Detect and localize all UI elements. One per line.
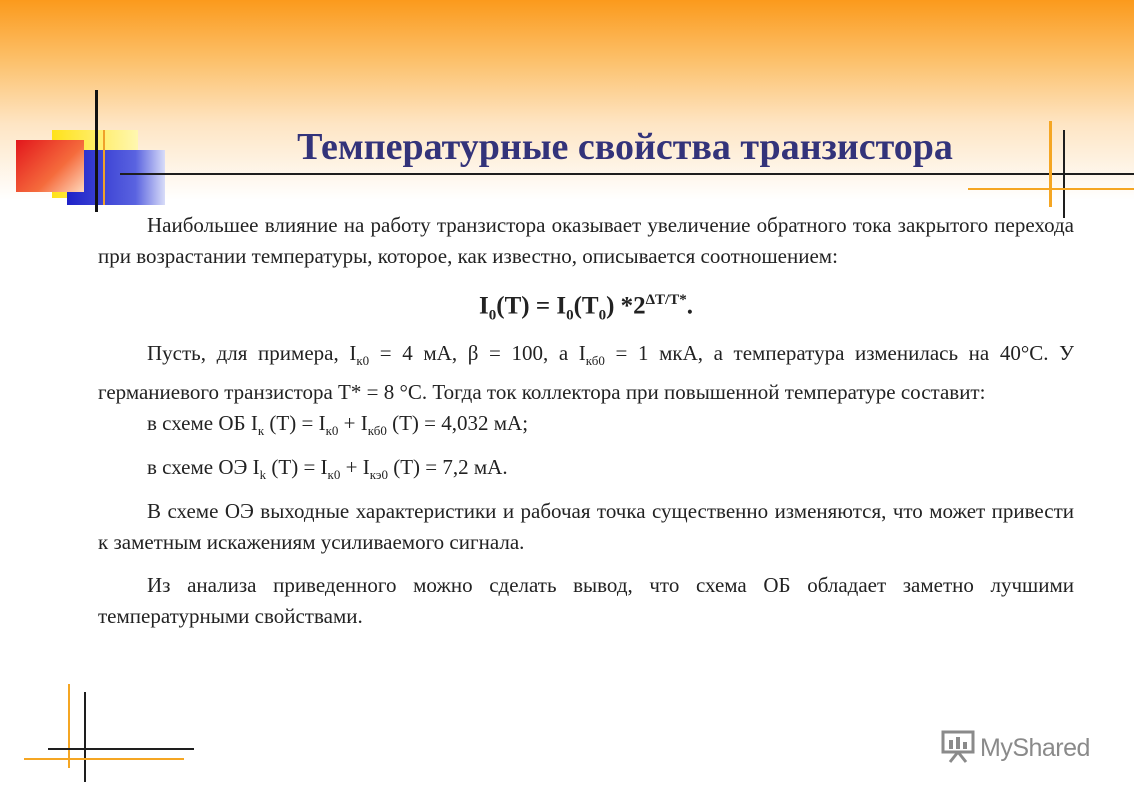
header-gradient-background bbox=[0, 0, 1134, 200]
formula-part: (T bbox=[573, 292, 599, 320]
ob-text: (Т) = I bbox=[264, 410, 326, 435]
paragraph-example bbox=[98, 338, 1074, 407]
oe-text: + I bbox=[340, 454, 370, 479]
deco-black-vertical-line bbox=[95, 90, 98, 212]
slide-body bbox=[98, 210, 1074, 632]
example-text: Пусть, для примера, I bbox=[147, 341, 357, 366]
deco-orange-vertical-line bbox=[103, 130, 105, 205]
deco-black-horizontal-line-bottom bbox=[48, 748, 194, 750]
deco-black-horizontal-line bbox=[120, 173, 1134, 175]
ob-sub: к bbox=[257, 422, 265, 438]
example-sub: к0 bbox=[356, 353, 370, 369]
formula-exponent: ΔT/T* bbox=[645, 292, 687, 308]
paragraph-oe-distortion: В схеме ОЭ выходные характеристики и рабочая точка существенно изменяются, что может привести к заметным искажениям усиливаемого сигнала. bbox=[98, 498, 1074, 554]
ob-text: (Т) = 4,032 мА; bbox=[386, 410, 529, 435]
oe-sub: k bbox=[259, 466, 267, 482]
example-text: = 1 мкА, а температура изменилась на 40°С. У германиевого транзистора Т* = 8 °С. Тогда ток коллектора при повышенной температуре составит: bbox=[98, 341, 1074, 404]
formula-sub: 0 bbox=[566, 307, 574, 324]
ob-text: в схеме ОБ I bbox=[147, 410, 258, 435]
formula-sub: 0 bbox=[488, 307, 497, 324]
formula bbox=[98, 284, 1074, 331]
watermark-text: MyShared bbox=[980, 733, 1090, 762]
example-text: = 4 мА, β = 100, а I bbox=[369, 341, 586, 366]
paragraph-intro: Наибольшее влияние на работу транзистора оказывает увеличение обратного тока закрытого перехода при возрастании температуры, которое, как известно, описывается соотношением: bbox=[98, 213, 1074, 268]
line-ob-scheme bbox=[98, 408, 1074, 446]
oe-text: (Т) = I bbox=[266, 454, 328, 479]
example-sub: кб0 bbox=[585, 353, 605, 369]
formula-part: I bbox=[479, 292, 489, 320]
slide-title: Температурные свойства транзистора bbox=[297, 126, 953, 168]
paragraph-conclusion: Из анализа приведенного можно сделать вывод, что схема ОБ обладает заметно лучшими температурными свойствами. bbox=[98, 572, 1074, 628]
formula-part: ) *2 bbox=[606, 292, 646, 320]
deco-black-vertical-line-right bbox=[1063, 130, 1065, 218]
ob-sub: к0 bbox=[325, 422, 339, 438]
deco-orange-horizontal-line-right bbox=[968, 188, 1134, 190]
line-oe-scheme bbox=[98, 452, 1074, 490]
deco-orange-vertical-line-bottom bbox=[68, 684, 70, 768]
ob-sub: кб0 bbox=[367, 422, 387, 438]
oe-sub: к0 bbox=[327, 466, 341, 482]
deco-orange-horizontal-line-bottom bbox=[24, 758, 184, 760]
formula-part: (T) = I bbox=[496, 292, 567, 320]
oe-text: в схеме ОЭ I bbox=[147, 454, 260, 479]
formula-sub: 0 bbox=[598, 307, 607, 324]
oe-text: (Т) = 7,2 мА. bbox=[387, 454, 508, 479]
deco-black-vertical-line-bottom bbox=[84, 692, 86, 782]
deco-red-square bbox=[16, 140, 84, 192]
presentation-board-icon bbox=[940, 728, 976, 769]
ob-text: + I bbox=[338, 410, 368, 435]
formula-part: . bbox=[686, 292, 693, 320]
myshared-watermark[interactable] bbox=[940, 728, 1110, 768]
oe-sub: кэ0 bbox=[369, 466, 388, 482]
